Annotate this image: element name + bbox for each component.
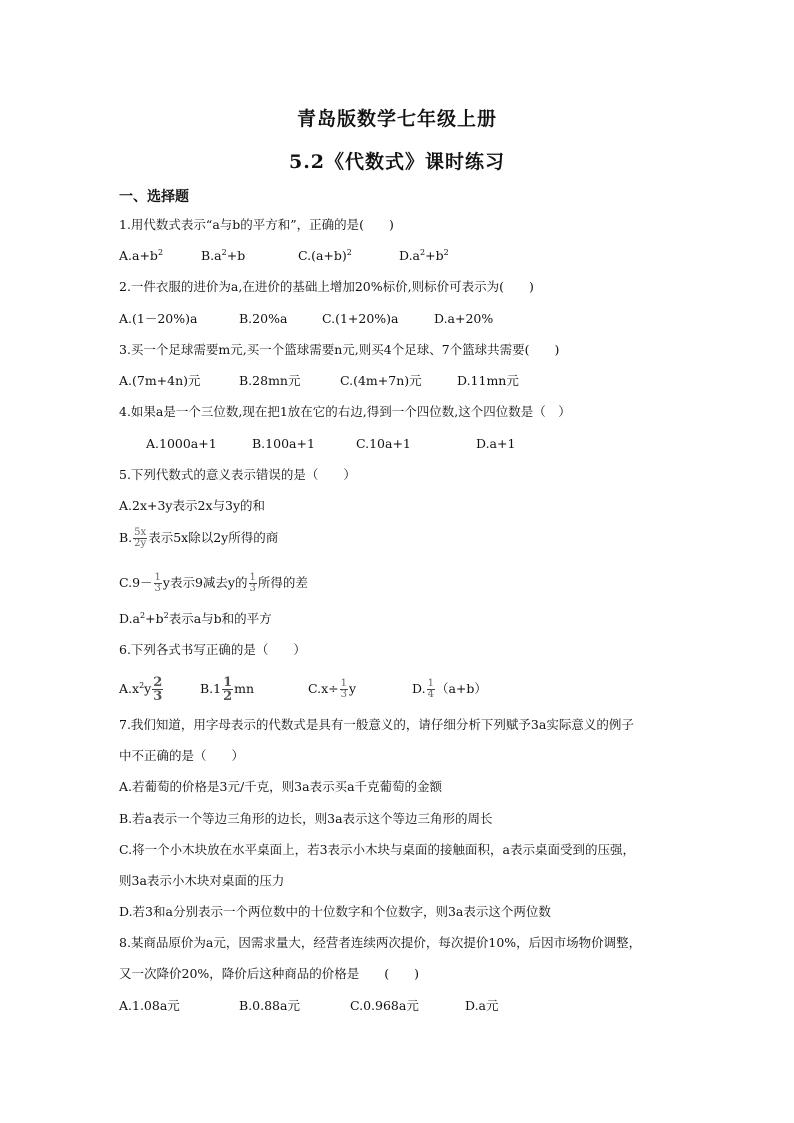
option-b: B.28mn元 (239, 373, 301, 388)
question-7-stem-line-1: 7.我们知道，用字母表示的代数式是具有一般意义的，请仔细分析下列赋予3a实际意义的例子 (119, 717, 634, 732)
option-c: $C.(a+b)^2$ (298, 247, 352, 263)
question-7-option-c-line-1: C.将一个小木块放在水平桌面上，若3表示小木块与桌面的接触面积，a表示桌面受到的压强， (119, 842, 635, 857)
question-5-option-a: A.2x+3y表示2x与3y的和 (119, 498, 266, 513)
question-4-options (146, 435, 515, 453)
option-b: B.1 $\frac{1}{2}$ mn (200, 675, 255, 704)
section-heading: 一、选择题 (119, 189, 189, 205)
option-d: D.11mn元 (457, 373, 519, 388)
option-b: B.0.88a元 (239, 998, 300, 1013)
question-5-stem: 5.下列代数式的意义表示错误的是（ ） (119, 467, 356, 482)
option-d: D.a+20% (434, 311, 494, 326)
fraction: $\frac{1}{3}$ (154, 572, 161, 594)
option-a: A.1000a+1 (146, 436, 217, 451)
fraction: $\frac{5x}{2y}$ (134, 527, 147, 549)
question-5-option-c: C.9－ $\frac{1}{3}$ y表示9减去y的 $\frac{1}{3}$ 所得的差 (119, 572, 308, 594)
question-2-options (119, 310, 493, 328)
option-c: C.(1+20%)a (322, 311, 399, 326)
option-a: A.1.08a元 (119, 998, 180, 1013)
question-3-stem: 3.买一个足球需要m元,买一个篮球需要n元,则买4个足球、7个篮球共需要( ) (119, 342, 560, 357)
question-8-options (119, 997, 499, 1015)
question-7-option-d: D.若3和a分别表示一个两位数中的十位数字和个位数字，则3a表示这个两位数 (119, 904, 551, 919)
question-7-option-a: A.若葡萄的价格是3元/千克，则3a表示买a千克葡萄的金额 (119, 779, 443, 794)
question-5-option-d: $D.a^2+b^2$表示a与b和的平方 (119, 610, 272, 626)
option-b: $B.a^2+b$ (201, 247, 246, 263)
fraction: $\frac{1}{4}$ (427, 678, 434, 700)
question-3-options (119, 372, 519, 390)
option-c: C.x÷ $\frac{1}{3}$ y (308, 678, 357, 700)
option-d: $D.a^2+b^2$ (399, 247, 449, 263)
option-d: D. $\frac{1}{4}$ （a+b） (412, 678, 487, 700)
option-b: B.20%a (239, 311, 288, 326)
question-1-options (119, 247, 449, 265)
question-8-stem-line-1: 8.某商品原价为a元，因需求量大，经营者连续两次提价，每次提价10%，后因市场物价调整， (119, 935, 642, 950)
question-6-stem: 6.下列各式书写正确的是（ ） (119, 642, 306, 657)
fraction: $\frac{1}{3}$ (249, 572, 256, 594)
question-8-stem-line-2: 又一次降价20%，降价后这种商品的价格是 ( ) (119, 966, 420, 981)
question-1-stem: 1.用代数式表示“a与b的平方和”，正确的是( ) (119, 217, 394, 232)
option-d: D.a+1 (476, 436, 516, 451)
option-c: C.(4m+7n)元 (340, 373, 422, 388)
question-7-stem-line-2: 中不正确的是（ ） (119, 748, 245, 763)
document-subtitle: 5.2《代数式》课时练习 (288, 151, 506, 173)
question-7-option-b: B.若a表示一个等边三角形的边长，则3a表示这个等边三角形的周长 (119, 811, 493, 826)
document-title: 青岛版数学七年级上册 (296, 108, 497, 130)
option-a: $A.x^2y$ $\frac{2}{3}$ (119, 675, 163, 704)
question-7-option-c-line-2: 则3a表示小木块对桌面的压力 (119, 873, 285, 888)
option-c: C.10a+1 (356, 436, 411, 451)
option-d: D.a元 (465, 998, 499, 1013)
question-2-stem: 2.一件衣服的进价为a,在进价的基础上增加20%标价,则标价可表示为( ) (119, 279, 534, 294)
question-5-option-b: B. $\frac{5x}{2y}$ 表示5x除以2y所得的商 (119, 527, 279, 549)
option-a: $A.a+b^2$ (119, 247, 164, 263)
fraction: $\frac{2}{3}$ (153, 675, 163, 704)
option-c: C.0.968a元 (350, 998, 419, 1013)
option-a: A.(1－20%)a (119, 311, 198, 326)
fraction: $\frac{1}{3}$ (340, 678, 347, 700)
fraction: $\frac{1}{2}$ (223, 675, 233, 704)
question-4-stem: 4.如果a是一个三位数,现在把1放在它的右边,得到一个四位数,这个四位数是（ ） (119, 404, 571, 419)
option-a: A.(7m+4n)元 (119, 373, 201, 388)
question-6-options (119, 676, 487, 703)
option-b: B.100a+1 (252, 436, 315, 451)
